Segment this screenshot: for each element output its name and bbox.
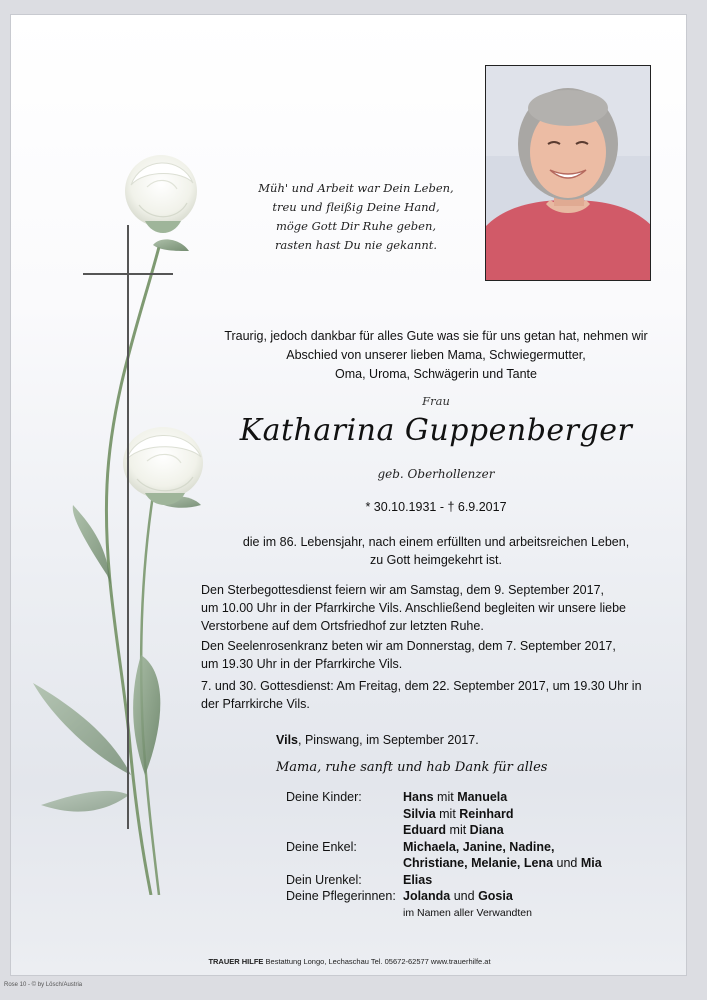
cross-vertical bbox=[127, 225, 129, 829]
connector: mit bbox=[433, 790, 458, 804]
carer-name: Jolanda bbox=[403, 889, 451, 903]
great-grandchild-label: Dein Urenkel: bbox=[286, 872, 362, 887]
carer-name: Gosia bbox=[478, 889, 513, 903]
paragraph-line: 7. und 30. Gottesdienst: Am Freitag, dem 22. September 2017, um 19.30 Uhr in bbox=[201, 679, 642, 693]
connector: und bbox=[553, 856, 581, 870]
family-list bbox=[286, 789, 602, 921]
carers-label: Deine Pflegerinnen: bbox=[286, 889, 396, 903]
place-city: Vils bbox=[276, 733, 299, 747]
intro-line: Oma, Uroma, Schwägerin und Tante bbox=[335, 367, 537, 381]
cross-horizontal bbox=[83, 273, 173, 275]
family-row-carers bbox=[286, 888, 602, 905]
farewell-motto: Mama, ruhe sanft und hab Dank für alles bbox=[276, 760, 548, 775]
deceased-name: Katharina Guppenberger bbox=[239, 413, 633, 448]
paragraph-line: um 10.00 Uhr in der Pfarrkirche Vils. Anschließend begleiten wir unsere liebe bbox=[201, 601, 626, 615]
grandchild-name: Mia bbox=[580, 856, 602, 870]
intro-line: Abschied von unserer lieben Mama, Schwiegermutter, bbox=[286, 348, 586, 362]
grandchildren-names: Christiane, Melanie, Lena bbox=[403, 856, 554, 870]
paragraph-line: Den Seelenrosenkranz beten wir am Donnerstag, dem 7. September 2017, bbox=[201, 639, 616, 653]
grandchildren-names: Michaela, Janine, Nadine, bbox=[403, 839, 555, 854]
great-grandchild-name: Elias bbox=[403, 872, 433, 887]
footer-brand: TRAUER HILFE bbox=[208, 957, 264, 966]
partner-name: Reinhard bbox=[459, 806, 514, 821]
paragraph-line: um 19.30 Uhr in der Pfarrkirche Vils. bbox=[201, 657, 403, 671]
poem-line: rasten hast Du nie gekannt. bbox=[274, 238, 438, 252]
rosary-paragraph bbox=[201, 637, 656, 673]
poem-line: Müh' und Arbeit war Dein Leben, bbox=[258, 181, 454, 195]
paragraph-line: der Pfarrkirche Vils. bbox=[201, 697, 310, 711]
rose-illustration bbox=[11, 15, 211, 895]
relatives-note: im Namen aller Verwandten bbox=[403, 906, 532, 919]
child-name: Silvia bbox=[403, 806, 436, 821]
connector: und bbox=[450, 889, 479, 903]
life-dates: * 30.10.1931 - † 6.9.2017 bbox=[365, 500, 507, 514]
family-row bbox=[286, 806, 602, 823]
child-name: Eduard bbox=[403, 823, 447, 837]
passing-line: die im 86. Lebensjahr, nach einem erfüllten und arbeitsreichen Leben, bbox=[242, 535, 630, 549]
intro-line: Traurig, jedoch dankbar für alles Gute was sie für uns getan hat, nehmen wir bbox=[224, 329, 648, 343]
connector: mit bbox=[446, 823, 470, 837]
place-rest: , Pinswang, im September 2017. bbox=[298, 733, 479, 747]
image-credit: Rose 10 - © by Lösch/Austria bbox=[4, 982, 83, 988]
poem-line: treu und fleißig Deine Hand, bbox=[272, 200, 440, 214]
children-label: Deine Kinder: bbox=[286, 790, 362, 804]
connector: mit bbox=[435, 806, 460, 821]
intro-text bbox=[201, 327, 671, 384]
memorial-mass-paragraph bbox=[201, 677, 656, 713]
family-row bbox=[286, 905, 602, 922]
funeral-service-paragraph bbox=[201, 581, 656, 635]
passing-text bbox=[201, 533, 671, 569]
family-row bbox=[286, 822, 602, 839]
footer-contact: Bestattung Longo, Lechaschau Tel. 05672-62577 www.trauerhilfe.at bbox=[263, 957, 491, 966]
family-row-children bbox=[286, 789, 602, 806]
birth-name: geb. Oberhollenzer bbox=[377, 467, 495, 481]
memorial-poem bbox=[211, 179, 501, 255]
child-name: Hans bbox=[403, 790, 434, 804]
parte-card bbox=[10, 14, 687, 976]
family-row bbox=[286, 855, 602, 872]
honorific: Frau bbox=[422, 394, 450, 408]
portrait-image bbox=[486, 66, 651, 281]
paragraph-line: Den Sterbegottesdienst feiern wir am Samstag, dem 9. September 2017, bbox=[201, 583, 604, 597]
place-date bbox=[276, 733, 479, 747]
partner-name: Diana bbox=[469, 823, 504, 837]
grandchildren-label: Deine Enkel: bbox=[286, 839, 357, 854]
funeral-home-footer bbox=[11, 957, 687, 966]
passing-line: zu Gott heimgekehrt ist. bbox=[369, 553, 502, 567]
poem-line: möge Gott Dir Ruhe geben, bbox=[275, 219, 437, 233]
family-row-great-grandchild bbox=[286, 872, 602, 889]
paragraph-line: Verstorbene auf dem Ortsfriedhof zur letzten Ruhe. bbox=[201, 619, 484, 633]
partner-name: Manuela bbox=[457, 790, 508, 804]
portrait-photo bbox=[485, 65, 651, 281]
family-row-grandchildren bbox=[286, 839, 602, 856]
